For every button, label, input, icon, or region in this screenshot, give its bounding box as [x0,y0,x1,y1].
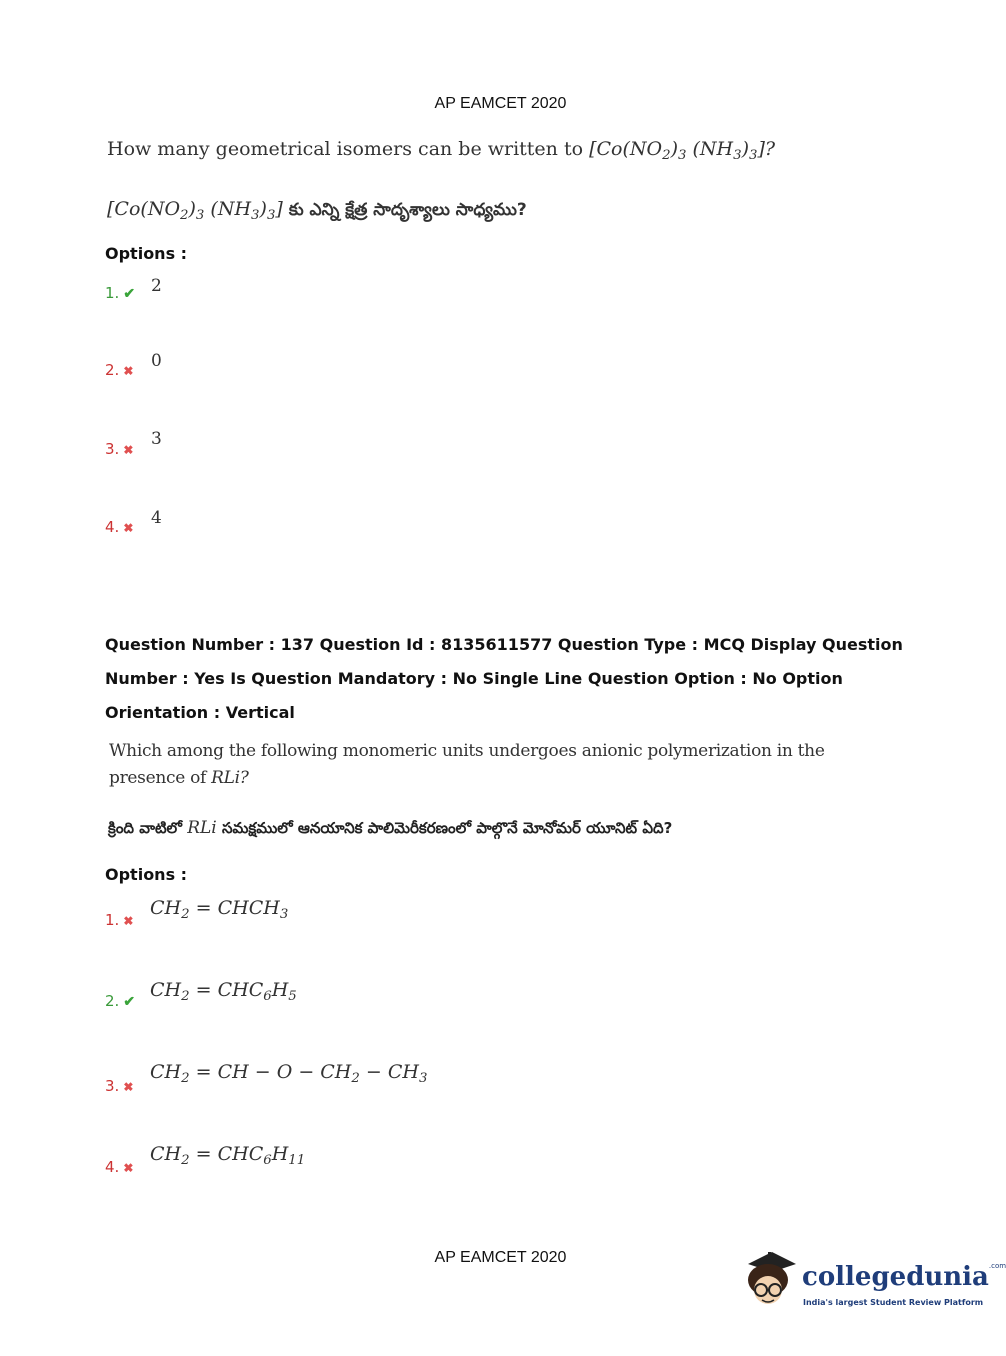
check-icon: ✔ [123,285,136,301]
option-1 [105,911,133,930]
check-icon: ✔ [123,993,136,1009]
option-number: 3. [105,1077,120,1095]
question-formula: [$Co(NO_2)_3$ $(NH_3)_3$]? [589,138,776,163]
option-number: 1. [105,284,120,302]
cross-icon: ✖ [123,1161,134,1175]
option-number: 4. [105,518,120,536]
question-telugu-suffix: సమక్షములో ఆనయానిక పాలిమెరీకరణంలో పాల్గొనే మోనోమర్ యూనిట్ ఏది? [221,819,673,837]
meta-line-3: Orientation : Vertical [105,703,295,722]
cross-icon: ✖ [123,443,134,457]
option-formula: $CH_2 = CHC_6H_5$ [150,979,297,1004]
option-number: 2. [105,361,120,379]
page-header: AP EAMCET 2020 [434,95,567,112]
meta-line-1: Question Number : 137 Question Id : 8135611577 Question Type : MCQ Display Question [105,635,903,654]
question-english [107,138,776,163]
question-meta [105,628,925,730]
page-footer: AP EAMCET 2020 [434,1249,567,1266]
option-4 [105,518,133,537]
option-value: 2 [151,276,162,296]
question-english-line-1: Which among the following monomeric units undergoes anionic polymerization in the [109,741,825,761]
option-formula: $CH_2$ = $CHCH_3$ [150,897,289,922]
question-english-text: How many geometrical isomers can be written to [107,138,584,160]
logo-superscript: .com [988,1262,1006,1270]
cross-icon: ✖ [123,1080,134,1094]
option-formula: $CH_2$ = CH − $O - CH_2 - CH_3$ [150,1061,428,1086]
option-3 [105,440,133,459]
option-number: 4. [105,1158,120,1176]
question-english-line-2 [109,765,825,792]
option-number: 3. [105,440,120,458]
option-number: 2. [105,992,120,1010]
cross-icon: ✖ [123,364,134,378]
option-value: 4 [151,508,162,528]
reagent-formula: RLi [187,818,217,838]
question-telugu-formula: [$Co(NO_2)_3$ $(NH_3)_3$] [107,198,283,223]
option-number: 1. [105,911,120,929]
option-3 [105,1077,133,1096]
question-telugu [108,818,672,841]
cross-icon: ✖ [123,914,134,928]
question-telugu-text: కు ఎన్ని క్షేత్ర సాదృశ్యాలు సాధ్యము? [288,200,527,220]
reagent-formula: RLi? [211,768,249,788]
meta-line-2: Number : Yes Is Question Mandatory : No Single Line Question Option : No Option [105,669,843,688]
collegedunia-logo [802,1262,1006,1292]
option-value: 0 [151,351,162,371]
mascot-icon [742,1250,798,1312]
option-1 [105,284,135,303]
option-2 [105,361,133,380]
option-formula: $CH_2 = CHC_6H_{11}$ [150,1143,306,1168]
logo-tagline: India's largest Student Review Platform [803,1298,984,1307]
question-english-line-2-text: presence of [109,768,207,788]
question-telugu-prefix: క్రింది వాటిలో [108,819,182,837]
question-english [109,738,825,792]
option-2 [105,992,135,1011]
cross-icon: ✖ [123,521,134,535]
logo-name: collegedunia [802,1262,989,1292]
option-4 [105,1158,133,1177]
options-label: Options : [105,865,188,884]
question-telugu [107,198,527,224]
options-label: Options : [105,244,188,263]
option-value: 3 [151,429,162,449]
